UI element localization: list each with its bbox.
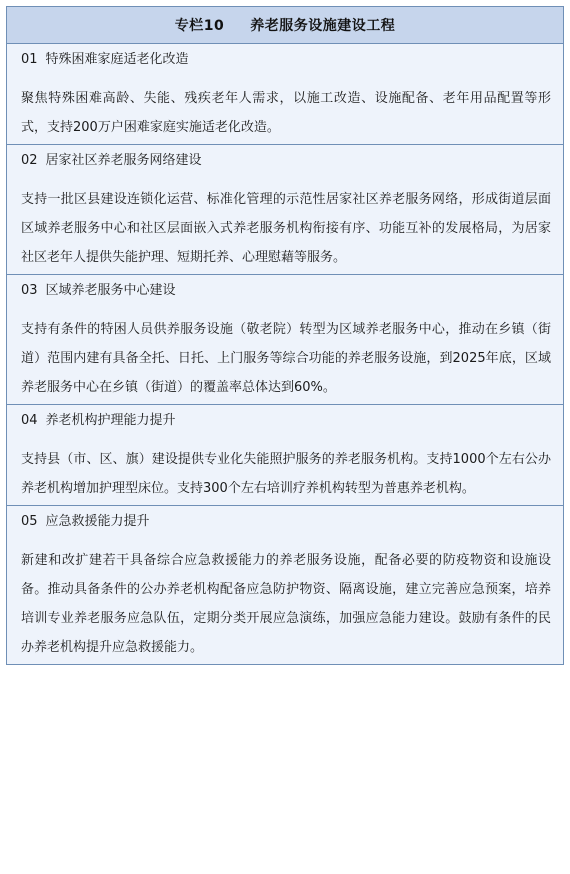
section-02 <box>7 145 563 275</box>
section-title: 居家社区养老服务网络建设 <box>45 153 202 168</box>
section-body: 支持有条件的特困人员供养服务设施（敬老院）转型为区域养老服务中心，推动在乡镇（街道）范围内建有具备全托、日托、上门服务等综合功能的养老服务设施，到2025年底，区域养老服务中心在乡镇（街道）的覆盖率总体达到60%。 <box>21 322 551 395</box>
box-title <box>7 7 563 44</box>
section-number: 02 <box>21 153 38 168</box>
section-heading <box>21 44 551 76</box>
section-number: 01 <box>21 52 38 67</box>
section-title: 特殊困难家庭适老化改造 <box>45 52 189 67</box>
section-number: 04 <box>21 413 38 428</box>
section-title: 区域养老服务中心建设 <box>45 283 176 298</box>
section-number: 03 <box>21 283 38 298</box>
box-title-number: 专栏10 <box>174 18 225 34</box>
section-heading <box>21 405 551 437</box>
feature-box <box>6 6 564 665</box>
section-heading <box>21 506 551 538</box>
section-number: 05 <box>21 514 38 529</box>
section-03 <box>7 275 563 405</box>
section-body: 支持一批区县建设连锁化运营、标准化管理的示范性居家社区养老服务网络，形成街道层面区域养老服务中心和社区层面嵌入式养老服务机构衔接有序、功能互补的发展格局，为居家社区老年人提供失能护理、短期托养、心理慰藉等服务。 <box>21 192 551 265</box>
section-body: 聚焦特殊困难高龄、失能、残疾老年人需求，以施工改造、设施配备、老年用品配置等形式，支持200万户困难家庭实施适老化改造。 <box>21 91 551 135</box>
section-title: 应急救援能力提升 <box>45 514 150 529</box>
section-heading <box>21 275 551 307</box>
box-title-text: 养老服务设施建设工程 <box>250 18 396 34</box>
section-heading <box>21 145 551 177</box>
section-body: 支持县（市、区、旗）建设提供专业化失能照护服务的养老服务机构。支持1000个左右公办养老机构增加护理型床位。支持300个左右培训疗养机构转型为普惠养老机构。 <box>21 452 551 496</box>
section-body: 新建和改扩建若干具备综合应急救援能力的养老服务设施，配备必要的防疫物资和设施设备。推动具备条件的公办养老机构配备应急防护物资、隔离设施，建立完善应急预案，培养培训专业养老服务应急队伍，定期分类开展应急演练，加强应急能力建设。鼓励有条件的民办养老机构提升应急救援能力。 <box>21 553 551 655</box>
section-04 <box>7 405 563 506</box>
section-05 <box>7 506 563 664</box>
section-01 <box>7 44 563 145</box>
section-title: 养老机构护理能力提升 <box>45 413 176 428</box>
